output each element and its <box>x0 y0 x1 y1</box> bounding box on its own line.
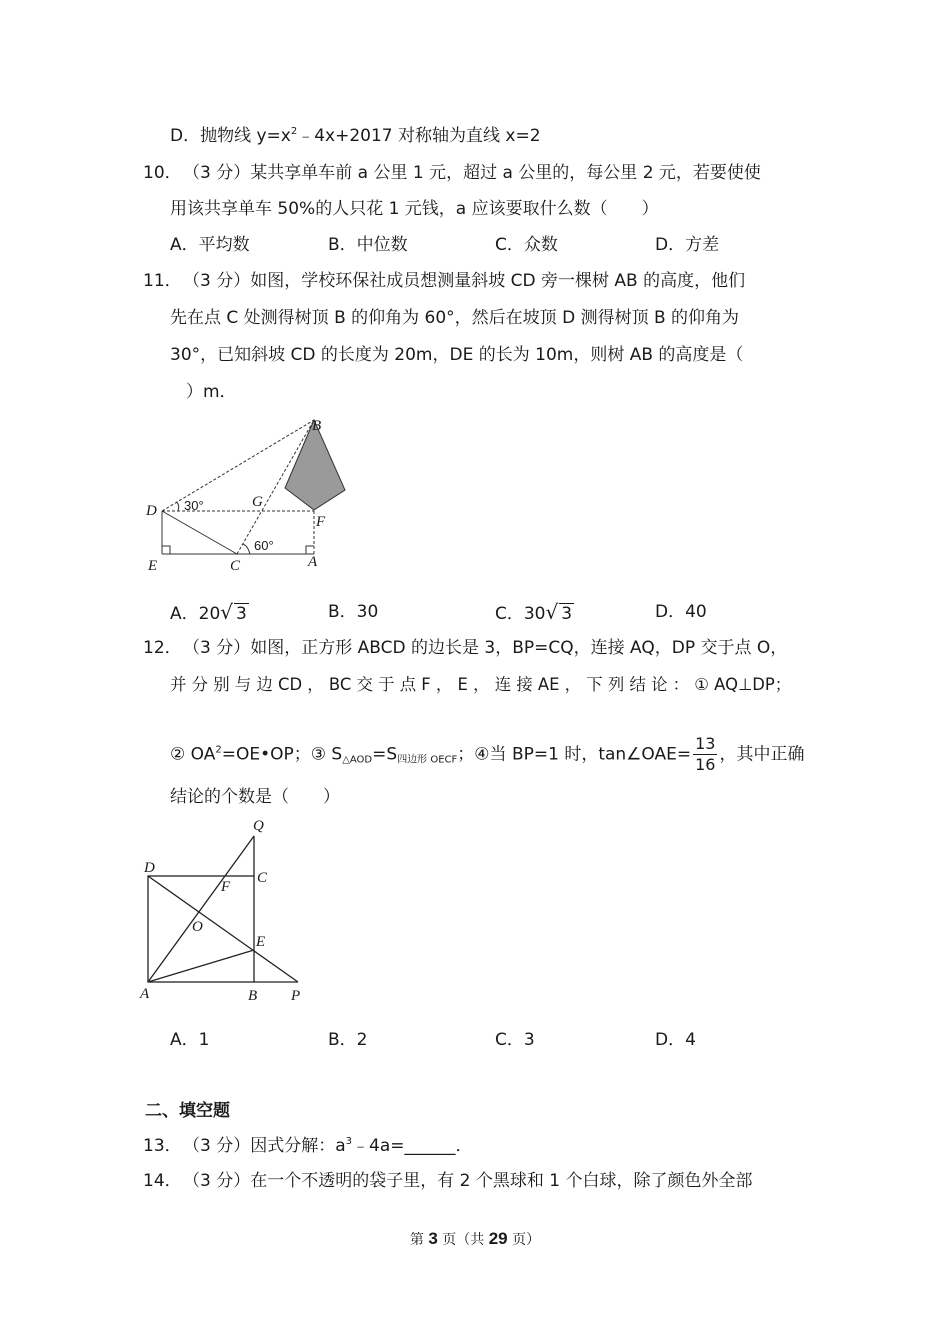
footer-pre: 第 <box>409 1232 429 1248</box>
q12-label-O: O <box>192 919 203 935</box>
q10-option-a: A．平均数 <box>170 235 250 255</box>
q13-text-sup: 3 <box>345 1136 353 1147</box>
q11-option-a <box>170 600 249 626</box>
q11-option-c-radical: √ <box>545 600 559 624</box>
q13-text-b: ﹣4a=______． <box>352 1136 473 1156</box>
q12-option-b: B．2 <box>328 1030 368 1050</box>
q12-line-2: 并 分 别 与 边 CD ， BC 交 于 点 F ， E ， 连 接 AE ， 下 列 结 论 ： ① AQ⊥DP； <box>170 675 792 694</box>
q11-label-C: C <box>230 558 241 574</box>
footer-page-number: 3 <box>428 1229 438 1248</box>
q11-label-A: A <box>308 554 318 570</box>
q13-number: 13． <box>143 1136 182 1156</box>
footer-total-pages: 29 <box>488 1229 508 1248</box>
q12-line-1: （3 分）如图，正方形 ABCD 的边长是 3，BP=CQ，连接 AQ，DP 交于点 O， <box>183 638 788 658</box>
q11-line-2: 先在点 C 处测得树顶 B 的仰角为 60°，然后在坡顶 D 测得树顶 B 的仰角为 <box>170 308 740 328</box>
q10-line-2: 用该共享单车 50%的人只花 1 元钱，a 应该要取什么数（ ） <box>170 199 659 219</box>
q11-arc-60 <box>243 544 250 554</box>
q11-option-a-text: A．20 <box>170 604 221 624</box>
q11-option-d: D．40 <box>655 602 707 622</box>
q12-line-3-e: ，其中正确 <box>719 744 805 765</box>
q12-label-F: F <box>221 879 231 895</box>
q12-label-C: C <box>257 870 268 886</box>
q9-option-d-sup: 2 <box>290 126 298 137</box>
q11-right-angle-A <box>306 546 314 554</box>
q12-label-E: E <box>256 934 266 950</box>
q10-option-b: B．中位数 <box>328 235 408 255</box>
q13-text-a: （3 分）因式分解：a <box>183 1136 346 1156</box>
q11-right-angle-E <box>162 546 170 554</box>
q11-line-DC <box>162 511 237 554</box>
q12-label-B: B <box>248 988 258 1004</box>
q11-figure <box>140 412 360 582</box>
q9-option-d-text: D．抛物线 y=x <box>170 126 291 146</box>
page-footer <box>0 1229 950 1249</box>
q9-option-d-rest: ﹣4x+2017 对称轴为直线 x=2 <box>297 126 541 146</box>
q12-line-3 <box>170 734 804 775</box>
q11-option-a-radical: √ <box>220 600 234 624</box>
q12-option-c: C．3 <box>495 1030 535 1050</box>
q10-option-c: C．众数 <box>495 235 558 255</box>
q12-line-3-a: ② OA <box>170 744 216 765</box>
q12-line-3-c: =S <box>372 744 398 765</box>
q11-angle-60: 60° <box>254 538 274 553</box>
q12-figure <box>138 812 318 1008</box>
q12-line-AE <box>148 950 254 982</box>
q12-fraction-denominator: 16 <box>695 755 716 774</box>
q12-fraction <box>693 734 717 775</box>
q11-arc-30 <box>176 502 179 511</box>
q12-line-3-sub1: △AOD <box>342 754 373 766</box>
q12-line-3-sub2: 四边形 OECF <box>397 754 458 766</box>
q13-text <box>183 1134 473 1158</box>
q12-label-P: P <box>291 988 301 1004</box>
q10-number: 10． <box>143 163 182 183</box>
q10-option-d: D．方差 <box>655 235 720 255</box>
q12-number: 12． <box>143 638 182 658</box>
footer-post: 页） <box>507 1232 541 1248</box>
q12-label-D: D <box>144 860 155 876</box>
q12-line-3-sup: 2 <box>215 744 222 756</box>
q11-option-b: B．30 <box>328 602 379 622</box>
q11-option-c <box>495 600 574 626</box>
q14-line-1: （3 分）在一个不透明的袋子里，有 2 个黑球和 1 个白球，除了颜色外全部 <box>183 1171 753 1191</box>
footer-mid: 页（共 <box>437 1232 489 1248</box>
q9-option-d <box>170 124 541 148</box>
q10-line-1: （3 分）某共享单车前 a 公里 1 元，超过 a 公里的，每公里 2 元，若要使使 <box>183 163 761 183</box>
section-2-title: 二、填空题 <box>145 1101 230 1121</box>
q12-label-Q: Q <box>253 818 264 834</box>
q12-line-AQ <box>148 836 254 982</box>
q11-label-B: B <box>312 418 322 434</box>
q12-line-3-b: =OE•OP；③ S <box>221 744 343 765</box>
q11-line-1: （3 分）如图，学校环保社成员想测量斜坡 CD 旁一棵树 AB 的高度，他们 <box>183 271 746 291</box>
q12-line-3-d: ；④当 BP=1 时，tan∠OAE= <box>457 744 692 765</box>
q12-label-A: A <box>140 986 150 1002</box>
q11-label-F: F <box>316 514 326 530</box>
q11-option-a-radicand: 3 <box>236 604 247 624</box>
q11-number: 11． <box>143 271 182 291</box>
q11-line-4: ）m． <box>186 382 237 402</box>
q11-label-G: G <box>252 494 263 510</box>
q12-line-4: 结论的个数是（ ） <box>170 787 340 807</box>
q12-option-a: A．1 <box>170 1030 210 1050</box>
q11-label-D: D <box>146 503 157 519</box>
q14-number: 14． <box>143 1171 182 1191</box>
q11-option-c-radicand: 3 <box>561 604 573 624</box>
q11-angle-30: 30° <box>184 498 204 513</box>
q12-fraction-numerator: 13 <box>695 734 716 753</box>
q11-label-E: E <box>148 558 158 574</box>
q11-option-c-text: C．30 <box>495 604 546 624</box>
q12-option-d: D．4 <box>655 1030 696 1050</box>
q11-line-3: 30°，已知斜坡 CD 的长度为 20m，DE 的长为 10m，则树 AB 的高度是（ <box>170 345 744 365</box>
